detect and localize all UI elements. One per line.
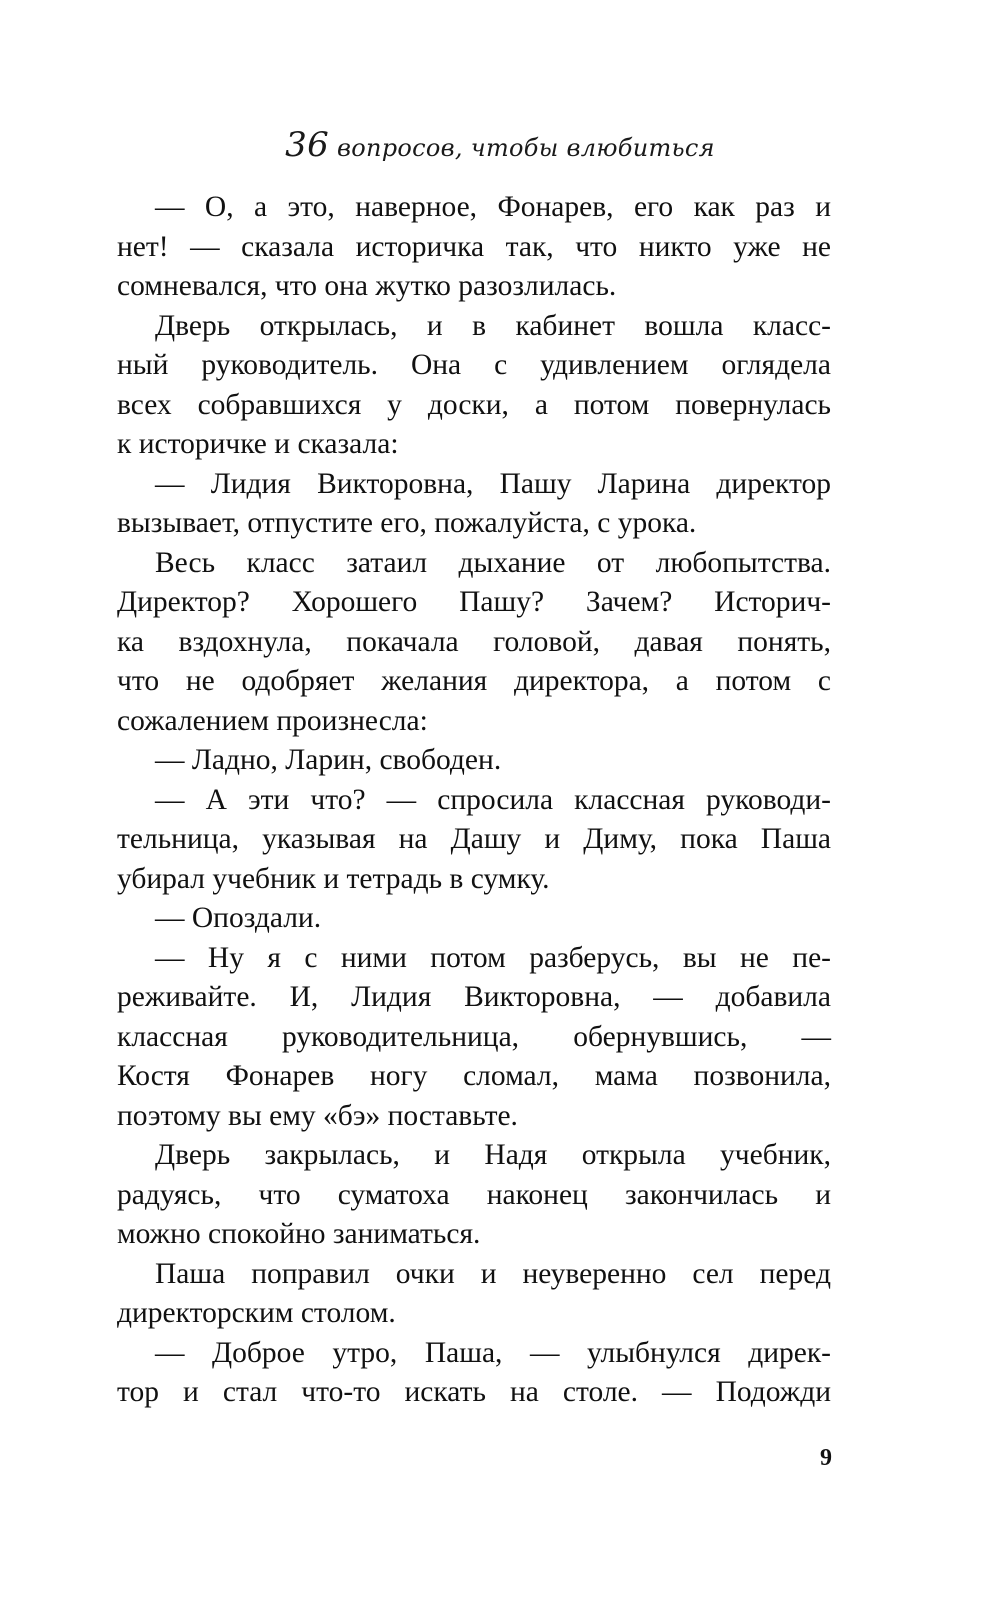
text-line: к историчке и сказала: bbox=[117, 428, 399, 460]
text-line: ный руководитель. Она с удивлением оглядела bbox=[117, 349, 831, 381]
text-line: ка вздохнула, покачала головой, давая понять, bbox=[117, 625, 831, 658]
text-line: что не одобряет желания директора, а потом с bbox=[117, 665, 831, 697]
text-line: — А эти что? — спросила классная руководи- bbox=[155, 783, 831, 816]
running-head bbox=[0, 125, 1000, 165]
text-line: классная руководительница, обернувшись, — bbox=[117, 1020, 831, 1053]
text-line: — Ладно, Ларин, свободен. bbox=[155, 744, 502, 776]
text-line: радуясь, что суматоха наконец закончилась и bbox=[117, 1178, 831, 1211]
text-line: — Ну я с ними потом разберусь, вы не пе- bbox=[155, 941, 831, 974]
text-line: тельница, указывая на Дашу и Диму, пока Паша bbox=[117, 823, 831, 855]
text-line: вызывает, отпустите его, пожалуйста, с урока. bbox=[117, 507, 697, 539]
body-text bbox=[117, 188, 831, 1413]
text-line: тор и стал что-то искать на столе. — Подожди bbox=[117, 1376, 831, 1408]
text-line: Дверь закрылась, и Надя открыла учебник, bbox=[155, 1139, 831, 1171]
text-line: Директор? Хорошего Пашу? Зачем? Историч- bbox=[117, 586, 831, 618]
running-head-title: вопросов, чтобы влюбиться bbox=[336, 134, 715, 162]
text-line: нет! — сказала историчка так, что никто уже не bbox=[117, 230, 831, 263]
text-line: сомневался, что она жутко разозлилась. bbox=[117, 270, 617, 302]
text-line: реживайте. И, Лидия Викторовна, — добавила bbox=[117, 981, 831, 1013]
text-line: сожалением произнесла: bbox=[117, 704, 428, 737]
text-line: можно спокойно заниматься. bbox=[117, 1218, 481, 1250]
text-line: Дверь открылась, и в кабинет вошла класс- bbox=[155, 309, 831, 342]
text-line: Весь класс затаил дыхание от любопытства. bbox=[155, 546, 831, 579]
text-line: всех собравшихся у доски, а потом повернулась bbox=[117, 388, 831, 421]
page-number: 9 bbox=[820, 1445, 832, 1471]
text-line: директорским столом. bbox=[117, 1297, 396, 1329]
text-line: поэтому вы ему «бэ» поставьте. bbox=[117, 1099, 518, 1132]
text-line: — Доброе утро, Паша, — улыбнулся дирек- bbox=[155, 1336, 831, 1369]
text-line: — О, а это, наверное, Фонарев, его как раз и bbox=[155, 191, 831, 223]
text-line: Паша поправил очки и неуверенно сел перед bbox=[155, 1257, 831, 1290]
text-line: — Опоздали. bbox=[155, 902, 322, 934]
text-line: — Лидия Викторовна, Пашу Ларина директор bbox=[155, 467, 831, 500]
text-line: Костя Фонарев ногу сломал, мама позвонила, bbox=[117, 1060, 831, 1092]
running-head-number: 36 bbox=[285, 125, 330, 165]
text-line: убирал учебник и тетрадь в сумку. bbox=[117, 862, 550, 895]
